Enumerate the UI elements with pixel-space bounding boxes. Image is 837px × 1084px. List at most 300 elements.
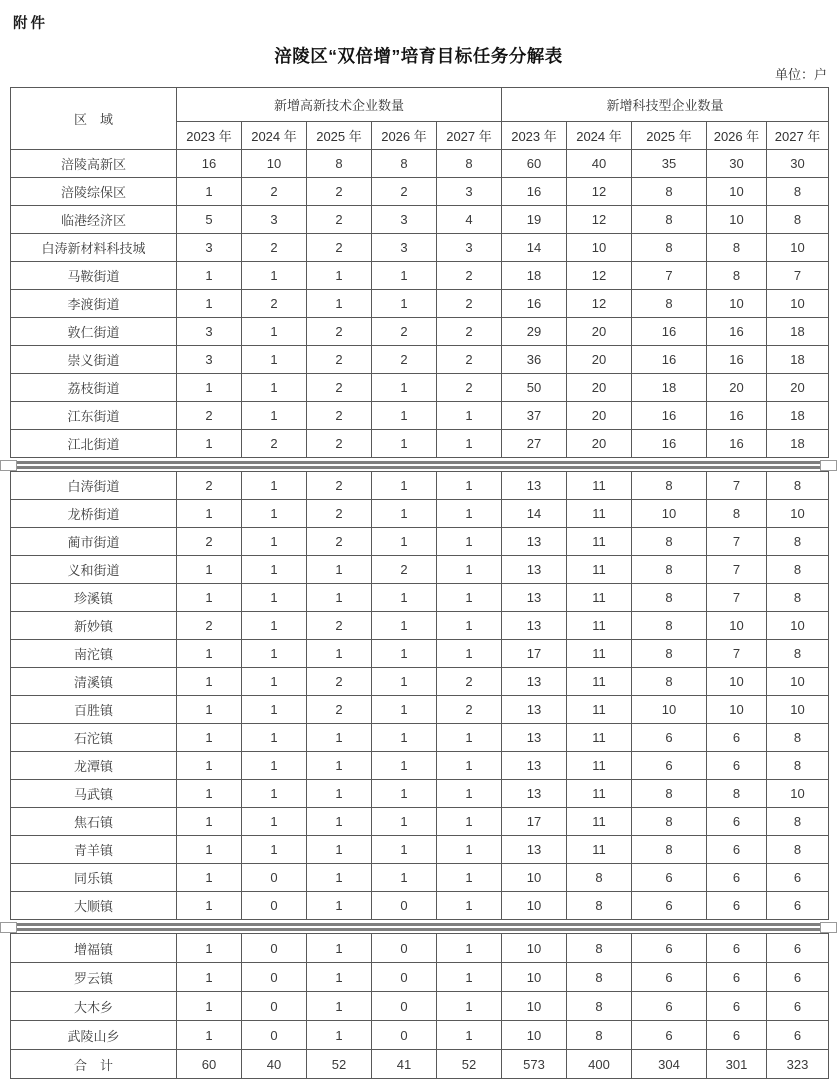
- value-cell: 1: [242, 346, 307, 374]
- value-cell: 11: [567, 836, 632, 864]
- value-cell: 1: [177, 780, 242, 808]
- value-cell: 6: [707, 892, 767, 920]
- unit-note: 单位：户: [774, 67, 827, 82]
- value-cell: 16: [632, 430, 707, 458]
- value-cell: 18: [767, 402, 829, 430]
- value-cell: 1: [307, 290, 372, 318]
- region-cell: 石沱镇: [11, 724, 177, 752]
- value-cell: 1: [437, 864, 502, 892]
- value-cell: 2: [437, 318, 502, 346]
- region-cell: 珍溪镇: [11, 584, 177, 612]
- value-cell: 1: [372, 640, 437, 668]
- value-cell: 1: [177, 584, 242, 612]
- table-split-handle-left-icon: [0, 922, 17, 933]
- value-cell: 10: [767, 500, 829, 528]
- value-cell: 2: [242, 178, 307, 206]
- group-header-row: [11, 88, 829, 122]
- region-cell: 青羊镇: [11, 836, 177, 864]
- value-cell: 1: [437, 402, 502, 430]
- value-cell: 1: [177, 752, 242, 780]
- value-cell: 2: [437, 696, 502, 724]
- value-cell: 7: [707, 472, 767, 500]
- value-cell: 0: [242, 864, 307, 892]
- value-cell: 37: [502, 402, 567, 430]
- value-cell: 2: [307, 206, 372, 234]
- table-row: [11, 612, 829, 640]
- value-cell: 2: [437, 290, 502, 318]
- value-cell: 1: [177, 290, 242, 318]
- value-cell: 8: [632, 584, 707, 612]
- value-cell: 8: [767, 836, 829, 864]
- region-cell: 白涛街道: [11, 472, 177, 500]
- value-cell: 1: [372, 290, 437, 318]
- value-cell: 1: [372, 668, 437, 696]
- region-cell: 江北街道: [11, 430, 177, 458]
- value-cell: 1: [307, 892, 372, 920]
- value-cell: 1: [372, 864, 437, 892]
- table-row: [11, 150, 829, 178]
- value-cell: 1: [242, 836, 307, 864]
- table-row: [11, 992, 829, 1021]
- value-cell: 1: [437, 1021, 502, 1050]
- value-cell: 8: [632, 234, 707, 262]
- value-cell: 20: [567, 374, 632, 402]
- value-cell: 10: [502, 992, 567, 1021]
- value-cell: 8: [632, 528, 707, 556]
- value-cell: 1: [177, 992, 242, 1021]
- value-cell: 2: [437, 374, 502, 402]
- table-row: [11, 1021, 829, 1050]
- value-cell: 8: [767, 556, 829, 584]
- value-cell: 2: [437, 668, 502, 696]
- value-cell: 2: [242, 430, 307, 458]
- value-cell: 3: [372, 206, 437, 234]
- value-cell: 1: [242, 402, 307, 430]
- value-cell: 40: [242, 1050, 307, 1079]
- value-cell: 11: [567, 668, 632, 696]
- value-cell: 1: [372, 500, 437, 528]
- value-cell: 6: [767, 1021, 829, 1050]
- task-table-section-1: [10, 87, 829, 458]
- value-cell: 1: [372, 528, 437, 556]
- value-cell: 19: [502, 206, 567, 234]
- value-cell: 10: [242, 150, 307, 178]
- value-cell: 16: [632, 318, 707, 346]
- value-cell: 8: [632, 612, 707, 640]
- value-cell: 11: [567, 528, 632, 556]
- value-cell: 10: [632, 696, 707, 724]
- value-cell: 30: [767, 150, 829, 178]
- value-cell: 3: [242, 206, 307, 234]
- value-cell: 20: [707, 374, 767, 402]
- value-cell: 1: [177, 892, 242, 920]
- value-cell: 1: [177, 640, 242, 668]
- value-cell: 10: [707, 206, 767, 234]
- value-cell: 10: [767, 612, 829, 640]
- value-cell: 8: [767, 528, 829, 556]
- value-cell: 1: [177, 374, 242, 402]
- value-cell: 10: [502, 963, 567, 992]
- table-row: [11, 892, 829, 920]
- value-cell: 1: [437, 808, 502, 836]
- value-cell: 2: [242, 234, 307, 262]
- region-cell: 白涛新材料科技城: [11, 234, 177, 262]
- page-break-line: [0, 461, 837, 464]
- value-cell: 11: [567, 500, 632, 528]
- value-cell: 1: [307, 780, 372, 808]
- value-cell: 52: [437, 1050, 502, 1079]
- value-cell: 1: [242, 584, 307, 612]
- value-cell: 1: [372, 752, 437, 780]
- value-cell: 6: [707, 752, 767, 780]
- value-cell: 1: [242, 262, 307, 290]
- table-row: [11, 374, 829, 402]
- value-cell: 6: [707, 1021, 767, 1050]
- year-column-header: 2027 年: [437, 122, 502, 150]
- value-cell: 13: [502, 584, 567, 612]
- value-cell: 8: [767, 724, 829, 752]
- value-cell: 1: [242, 556, 307, 584]
- year-column-header: 2023 年: [502, 122, 567, 150]
- year-column-header: 2024 年: [567, 122, 632, 150]
- value-cell: 304: [632, 1050, 707, 1079]
- region-cell: 新妙镇: [11, 612, 177, 640]
- value-cell: 6: [632, 1021, 707, 1050]
- value-cell: 3: [177, 346, 242, 374]
- value-cell: 1: [437, 780, 502, 808]
- value-cell: 35: [632, 150, 707, 178]
- table-row: [11, 963, 829, 992]
- value-cell: 8: [707, 780, 767, 808]
- value-cell: 12: [567, 206, 632, 234]
- value-cell: 16: [632, 402, 707, 430]
- value-cell: 7: [707, 556, 767, 584]
- value-cell: 8: [437, 150, 502, 178]
- region-cell: 崇义街道: [11, 346, 177, 374]
- value-cell: 7: [632, 262, 707, 290]
- value-cell: 11: [567, 640, 632, 668]
- value-cell: 40: [567, 150, 632, 178]
- value-cell: 2: [307, 346, 372, 374]
- value-cell: 50: [502, 374, 567, 402]
- value-cell: 29: [502, 318, 567, 346]
- year-column-header: 2025 年: [632, 122, 707, 150]
- value-cell: 3: [437, 234, 502, 262]
- value-cell: 8: [767, 808, 829, 836]
- value-cell: 41: [372, 1050, 437, 1079]
- value-cell: 2: [372, 346, 437, 374]
- region-cell: 江东街道: [11, 402, 177, 430]
- value-cell: 11: [567, 780, 632, 808]
- region-cell: 南沱镇: [11, 640, 177, 668]
- value-cell: 1: [372, 262, 437, 290]
- value-cell: 1: [437, 963, 502, 992]
- table-row: [11, 234, 829, 262]
- value-cell: 8: [567, 992, 632, 1021]
- value-cell: 2: [437, 262, 502, 290]
- value-cell: 6: [707, 992, 767, 1021]
- value-cell: 10: [502, 892, 567, 920]
- table-row: [11, 318, 829, 346]
- value-cell: 6: [767, 934, 829, 963]
- value-cell: 1: [372, 584, 437, 612]
- value-cell: 10: [707, 696, 767, 724]
- value-cell: 1: [242, 696, 307, 724]
- table-row: [11, 640, 829, 668]
- value-cell: 1: [437, 992, 502, 1021]
- value-cell: 2: [177, 528, 242, 556]
- value-cell: 6: [632, 864, 707, 892]
- value-cell: 11: [567, 724, 632, 752]
- value-cell: 1: [177, 836, 242, 864]
- value-cell: 1: [437, 836, 502, 864]
- value-cell: 20: [567, 430, 632, 458]
- value-cell: 10: [767, 290, 829, 318]
- value-cell: 1: [307, 724, 372, 752]
- value-cell: 13: [502, 836, 567, 864]
- value-cell: 8: [567, 963, 632, 992]
- value-cell: 323: [767, 1050, 829, 1079]
- value-cell: 16: [707, 402, 767, 430]
- value-cell: 1: [437, 752, 502, 780]
- value-cell: 1: [307, 963, 372, 992]
- value-cell: 1: [437, 500, 502, 528]
- region-cell: 义和街道: [11, 556, 177, 584]
- value-cell: 1: [307, 992, 372, 1021]
- value-cell: 0: [242, 1021, 307, 1050]
- value-cell: 6: [632, 752, 707, 780]
- value-cell: 8: [632, 780, 707, 808]
- region-cell: 荔枝街道: [11, 374, 177, 402]
- value-cell: 20: [567, 402, 632, 430]
- region-cell: 敦仁街道: [11, 318, 177, 346]
- value-cell: 1: [177, 724, 242, 752]
- value-cell: 1: [307, 752, 372, 780]
- value-cell: 14: [502, 500, 567, 528]
- region-cell: 马鞍街道: [11, 262, 177, 290]
- value-cell: 0: [372, 992, 437, 1021]
- value-cell: 17: [502, 808, 567, 836]
- task-table-section-2: [10, 471, 829, 920]
- value-cell: 8: [567, 892, 632, 920]
- value-cell: 8: [567, 1021, 632, 1050]
- value-cell: 17: [502, 640, 567, 668]
- value-cell: 1: [242, 640, 307, 668]
- region-cell: 大木乡: [11, 992, 177, 1021]
- value-cell: 12: [567, 178, 632, 206]
- value-cell: 16: [502, 290, 567, 318]
- value-cell: 2: [177, 402, 242, 430]
- value-cell: 16: [632, 346, 707, 374]
- value-cell: 1: [242, 500, 307, 528]
- value-cell: 7: [707, 528, 767, 556]
- table-body-section-1: [11, 150, 829, 458]
- table-row: [11, 696, 829, 724]
- value-cell: 1: [307, 262, 372, 290]
- value-cell: 13: [502, 556, 567, 584]
- table-row: [11, 528, 829, 556]
- table-body-section-2: [11, 472, 829, 920]
- value-cell: 1: [372, 780, 437, 808]
- value-cell: 1: [437, 612, 502, 640]
- value-cell: 13: [502, 472, 567, 500]
- value-cell: 1: [177, 808, 242, 836]
- table-split-handle-right-icon: [820, 460, 837, 471]
- value-cell: 13: [502, 724, 567, 752]
- value-cell: 1: [242, 318, 307, 346]
- year-column-header: 2026 年: [372, 122, 437, 150]
- page-break-line: [0, 466, 837, 469]
- value-cell: 11: [567, 612, 632, 640]
- value-cell: 0: [372, 892, 437, 920]
- region-cell: 合 计: [11, 1050, 177, 1079]
- value-cell: 2: [307, 528, 372, 556]
- value-cell: 18: [767, 430, 829, 458]
- value-cell: 20: [567, 318, 632, 346]
- value-cell: 1: [177, 864, 242, 892]
- year-column-header: 2027 年: [767, 122, 829, 150]
- value-cell: 1: [242, 808, 307, 836]
- value-cell: 7: [767, 262, 829, 290]
- value-cell: 1: [372, 612, 437, 640]
- value-cell: 0: [372, 1021, 437, 1050]
- value-cell: 3: [372, 234, 437, 262]
- value-cell: 18: [632, 374, 707, 402]
- table-row: [11, 724, 829, 752]
- value-cell: 400: [567, 1050, 632, 1079]
- value-cell: 1: [177, 262, 242, 290]
- value-cell: 36: [502, 346, 567, 374]
- value-cell: 0: [242, 963, 307, 992]
- page-break-divider: [10, 920, 828, 933]
- value-cell: 2: [307, 696, 372, 724]
- value-cell: 10: [502, 864, 567, 892]
- value-cell: 8: [767, 206, 829, 234]
- value-cell: 11: [567, 808, 632, 836]
- table-row: [11, 206, 829, 234]
- value-cell: 1: [437, 724, 502, 752]
- value-cell: 1: [177, 696, 242, 724]
- task-table-section-3: [10, 933, 829, 1079]
- region-cell: 大顺镇: [11, 892, 177, 920]
- value-cell: 1: [242, 752, 307, 780]
- page-break-line: [0, 928, 837, 931]
- value-cell: 1: [372, 430, 437, 458]
- table-body-section-3: [11, 934, 829, 1079]
- value-cell: 14: [502, 234, 567, 262]
- table-row: [11, 472, 829, 500]
- region-cell: 龙潭镇: [11, 752, 177, 780]
- region-cell: 马武镇: [11, 780, 177, 808]
- region-cell: 武陵山乡: [11, 1021, 177, 1050]
- value-cell: 6: [767, 992, 829, 1021]
- value-cell: 8: [632, 668, 707, 696]
- table-row: [11, 430, 829, 458]
- value-cell: 1: [177, 1021, 242, 1050]
- value-cell: 1: [307, 836, 372, 864]
- value-cell: 10: [632, 500, 707, 528]
- table-split-handle-left-icon: [0, 460, 17, 471]
- value-cell: 8: [767, 640, 829, 668]
- value-cell: 16: [502, 178, 567, 206]
- value-cell: 16: [707, 346, 767, 374]
- table-split-handle-right-icon: [820, 922, 837, 933]
- region-cell: 增福镇: [11, 934, 177, 963]
- table-row: [11, 346, 829, 374]
- value-cell: 1: [307, 584, 372, 612]
- value-cell: 6: [707, 963, 767, 992]
- scitech-group-header: 新增科技型企业数量: [502, 88, 829, 122]
- value-cell: 16: [707, 430, 767, 458]
- value-cell: 8: [632, 640, 707, 668]
- value-cell: 13: [502, 668, 567, 696]
- attachment-label: 附件: [13, 16, 48, 32]
- value-cell: 0: [372, 934, 437, 963]
- value-cell: 11: [567, 696, 632, 724]
- value-cell: 3: [437, 178, 502, 206]
- value-cell: 1: [177, 668, 242, 696]
- value-cell: 6: [707, 864, 767, 892]
- value-cell: 1: [437, 934, 502, 963]
- value-cell: 6: [707, 836, 767, 864]
- value-cell: 10: [767, 234, 829, 262]
- value-cell: 1: [372, 808, 437, 836]
- value-cell: 1: [372, 696, 437, 724]
- value-cell: 16: [707, 318, 767, 346]
- region-cell: 龙桥街道: [11, 500, 177, 528]
- value-cell: 2: [372, 556, 437, 584]
- value-cell: 1: [242, 528, 307, 556]
- value-cell: 2: [307, 402, 372, 430]
- value-cell: 6: [632, 963, 707, 992]
- value-cell: 1: [372, 724, 437, 752]
- value-cell: 1: [372, 472, 437, 500]
- value-cell: 2: [242, 290, 307, 318]
- value-cell: 0: [242, 992, 307, 1021]
- region-column-header: 区 域: [11, 88, 177, 150]
- table-row: [11, 934, 829, 963]
- region-cell: 涪陵综保区: [11, 178, 177, 206]
- value-cell: 8: [707, 234, 767, 262]
- value-cell: 6: [707, 934, 767, 963]
- value-cell: 6: [767, 963, 829, 992]
- value-cell: 8: [632, 556, 707, 584]
- value-cell: 10: [707, 178, 767, 206]
- value-cell: 1: [177, 556, 242, 584]
- table-area: [10, 87, 828, 1079]
- value-cell: 8: [372, 150, 437, 178]
- table-row: [11, 836, 829, 864]
- table-row: [11, 780, 829, 808]
- value-cell: 18: [767, 318, 829, 346]
- year-column-header: 2024 年: [242, 122, 307, 150]
- value-cell: 8: [632, 808, 707, 836]
- value-cell: 8: [632, 836, 707, 864]
- value-cell: 27: [502, 430, 567, 458]
- value-cell: 16: [177, 150, 242, 178]
- value-cell: 8: [632, 206, 707, 234]
- value-cell: 2: [307, 318, 372, 346]
- value-cell: 13: [502, 752, 567, 780]
- value-cell: 8: [567, 934, 632, 963]
- value-cell: 1: [307, 556, 372, 584]
- value-cell: 8: [767, 752, 829, 780]
- value-cell: 1: [437, 430, 502, 458]
- value-cell: 8: [767, 178, 829, 206]
- value-cell: 11: [567, 584, 632, 612]
- value-cell: 60: [502, 150, 567, 178]
- value-cell: 13: [502, 612, 567, 640]
